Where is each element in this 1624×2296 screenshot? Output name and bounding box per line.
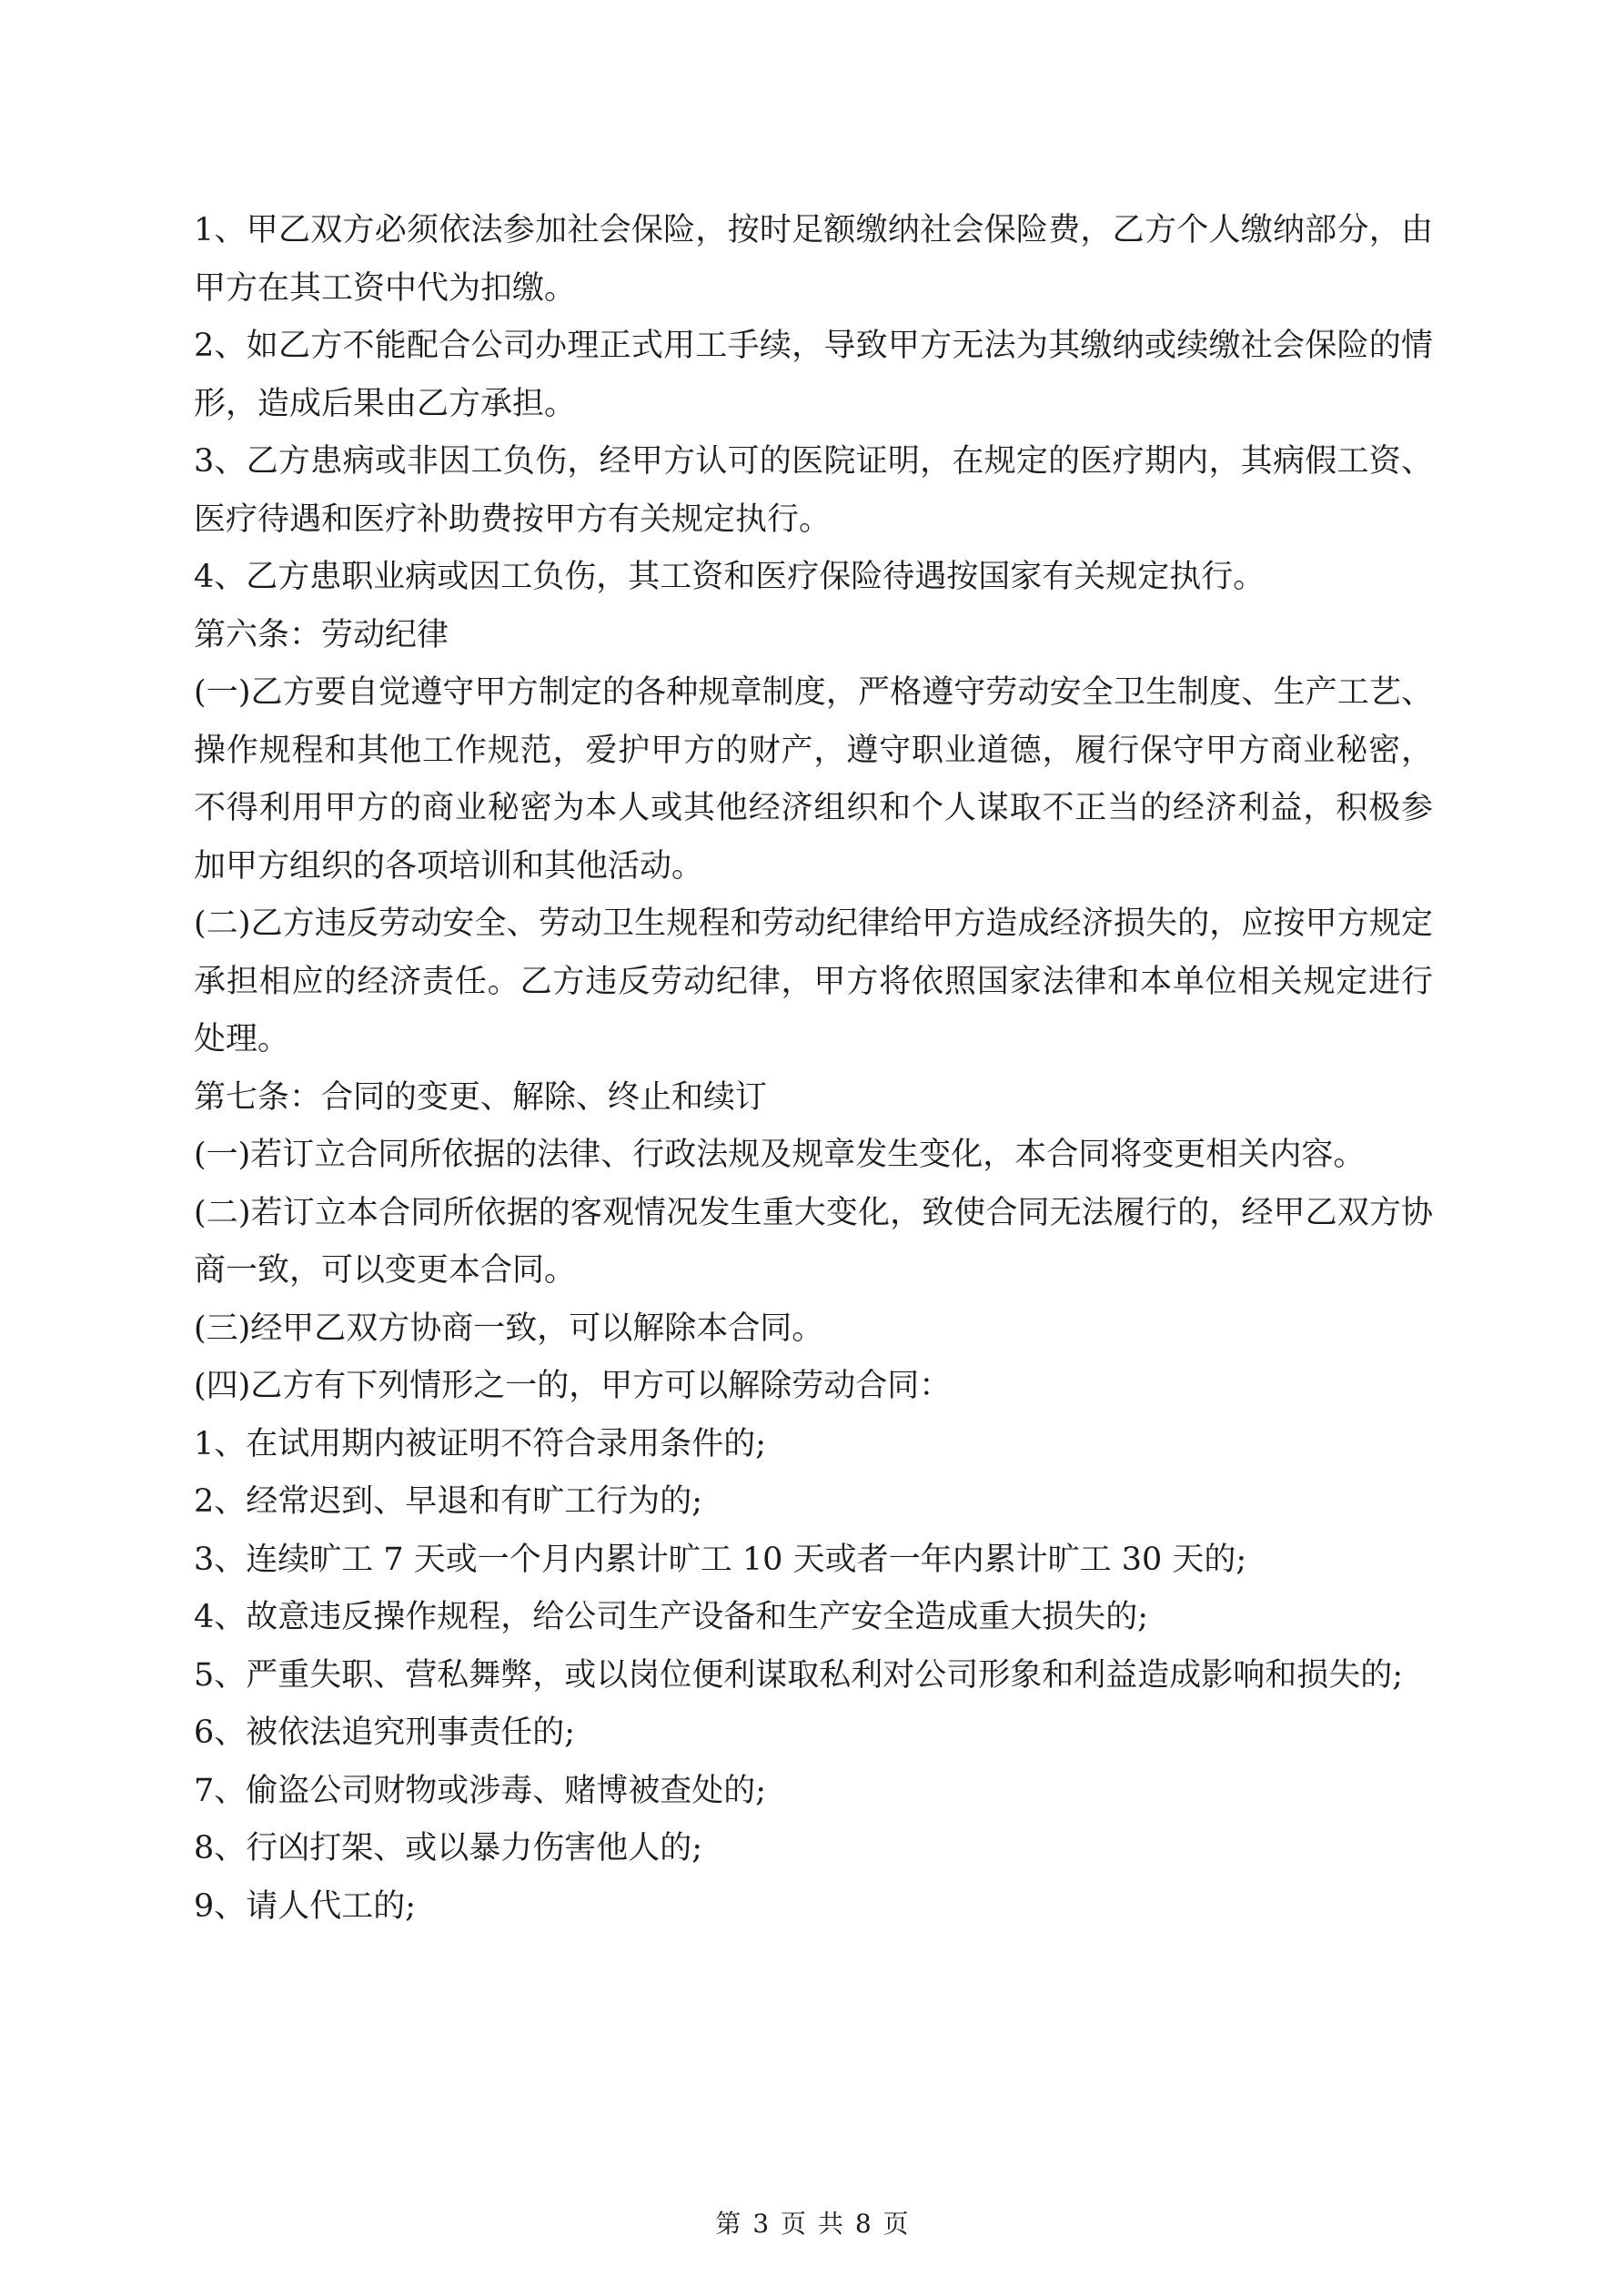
list-item-termination-7: 7、偷盗公司财物或涉毒、赌博被查处的; (194, 1772, 767, 1809)
list-item-termination-9: 9、请人代工的; (194, 1887, 417, 1925)
section-heading-article-7: 第七条：合同的变更、解除、终止和续订 (194, 1078, 768, 1116)
paragraph-discipline-2: (二)乙方违反劳动安全、劳动卫生规程和劳动纪律给甲方造成经济损失的，应按甲方规定承担相应的经济责任。乙方违反劳动纪律，甲方将依照国家法律和本单位相关规定进行处理。 (194, 905, 1433, 1057)
paragraph-social-insurance-1: 1、甲乙双方必须依法参加社会保险，按时足额缴纳社会保险费，乙方个人缴纳部分，由甲方在其工资中代为扣缴。 (194, 212, 1433, 307)
paragraph-social-insurance-2: 2、如乙方不能配合公司办理正式用工手续，导致甲方无法为其缴纳或续缴社会保险的情形，造成后果由乙方承担。 (194, 328, 1433, 422)
list-item-termination-2: 2、经常迟到、早退和有旷工行为的; (194, 1483, 703, 1520)
paragraph-contract-4: (四)乙方有下列情形之一的，甲方可以解除劳动合同： (194, 1368, 952, 1404)
list-item-termination-4: 4、故意违反操作规程，给公司生产设备和生产安全造成重大损失的; (194, 1599, 1149, 1635)
paragraph-discipline-1: (一)乙方要自觉遵守甲方制定的各种规章制度，严格遵守劳动安全卫生制度、生产工艺、操作规程和其他工作规范，爱护甲方的财产，遵守职业道德，履行保守甲方商业秘密，不得利用甲方的商业秘密为本人或其他经济组织和个人谋取不正当的经济利益，积极参加甲方组织的各项培训和其他活动。 (194, 674, 1433, 885)
list-item-termination-3: 3、连续旷工 7 天或一个月内累计旷工 10 天或者一年内累计旷工 30 天的; (194, 1541, 1247, 1578)
section-heading-article-6: 第六条：劳动纪律 (194, 616, 449, 653)
paragraph-contract-2: (二)若订立本合同所依据的客观情况发生重大变化，致使合同无法履行的，经甲乙双方协商一致，可以变更本合同。 (194, 1194, 1433, 1289)
paragraph-social-insurance-4: 4、乙方患职业病或因工负伤，其工资和医疗保险待遇按国家有关规定执行。 (194, 559, 1266, 595)
list-item-termination-5: 5、严重失职、营私舞弊，或以岗位便利谋取私利对公司形象和利益造成影响和损失的; (194, 1656, 1404, 1694)
list-item-termination-1: 1、在试用期内被证明不符合录用条件的; (194, 1425, 767, 1462)
paragraph-contract-1: (一)若订立合同所依据的法律、行政法规及规章发生变化，本合同将变更相关内容。 (194, 1137, 1366, 1173)
page-number-footer: 第 3 页 共 8 页 (715, 2209, 909, 2239)
paragraph-contract-3: (三)经甲乙双方协商一致，可以解除本合同。 (194, 1310, 824, 1347)
paragraph-social-insurance-3: 3、乙方患病或非因工负伤，经甲方认可的医院证明，在规定的医疗期内，其病假工资、医疗待遇和医疗补助费按甲方有关规定执行。 (194, 443, 1433, 538)
list-item-termination-8: 8、行凶打架、或以暴力伤害他人的; (194, 1830, 703, 1866)
list-item-termination-6: 6、被依法追究刑事责任的; (194, 1714, 576, 1751)
document-body (194, 202, 1433, 1936)
